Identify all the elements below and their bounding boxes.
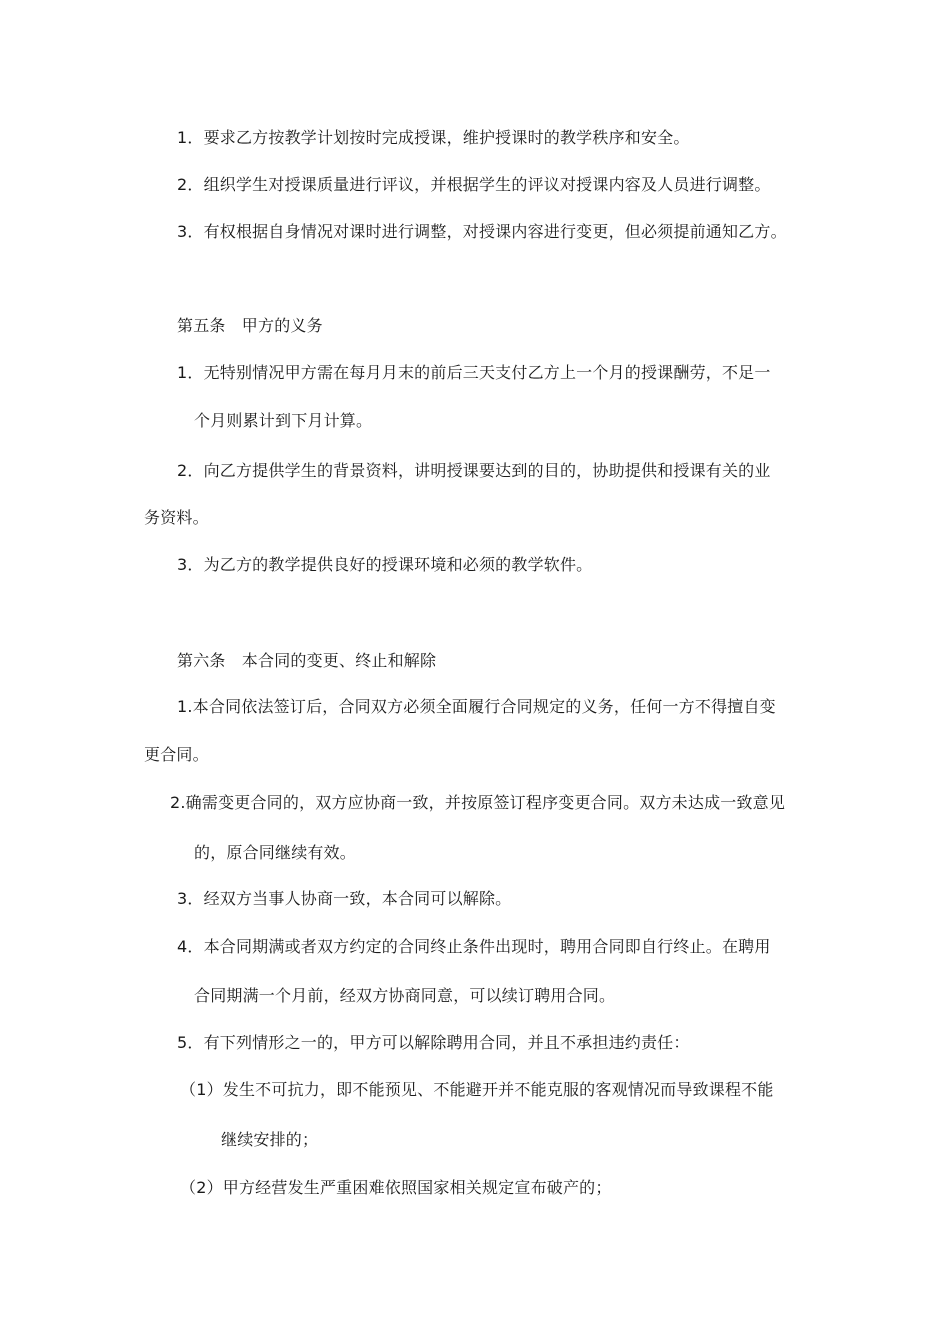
obligation-item-3: 3．有权根据自身情况对课时进行调整，对授课内容进行变更，但必须提前通知乙方。: [177, 222, 787, 241]
article-6-item-5-sub-1: （1）发生不可抗力，即不能预见、不能避开并不能克服的客观情况而导致课程不能: [180, 1080, 774, 1099]
article-6-item-1: 1.本合同依法签订后，合同双方必须全面履行合同规定的义务，任何一方不得擅自变: [177, 697, 776, 716]
section-heading-article-6: 第六条 本合同的变更、终止和解除: [177, 651, 437, 670]
article-5-item-3: 3．为乙方的教学提供良好的授课环境和必须的教学软件。: [177, 555, 593, 574]
article-5-item-2-cont: 务资料。: [144, 508, 209, 527]
article-6-item-5: 5．有下列情形之一的，甲方可以解除聘用合同，并且不承担违约责任：: [177, 1033, 690, 1052]
obligation-item-2: 2．组织学生对授课质量进行评议，并根据学生的评议对授课内容及人员进行调整。: [177, 175, 771, 194]
article-6-item-4-cont: 合同期满一个月前，经双方协商同意，可以续订聘用合同。: [194, 986, 616, 1005]
article-5-item-2: 2．向乙方提供学生的背景资料，讲明授课要达到的目的，协助提供和授课有关的业: [177, 461, 771, 480]
article-5-item-1: 1．无特别情况甲方需在每月月末的前后三天支付乙方上一个月的授课酬劳，不足一: [177, 363, 771, 382]
obligation-item-1: 1．要求乙方按教学计划按时完成授课，维护授课时的教学秩序和安全。: [177, 128, 690, 147]
article-6-item-5-sub-2: （2）甲方经营发生严重困难依照国家相关规定宣布破产的；: [180, 1178, 612, 1197]
article-6-item-1-cont: 更合同。: [144, 745, 209, 764]
section-heading-article-5: 第五条 甲方的义务: [177, 316, 323, 335]
article-6-item-3: 3．经双方当事人协商一致，本合同可以解除。: [177, 889, 512, 908]
article-6-item-2: 2.确需变更合同的，双方应协商一致，并按原签订程序变更合同。双方未达成一致意见: [170, 793, 786, 812]
article-6-item-5-sub-1-cont: 继续安排的；: [221, 1130, 319, 1149]
article-6-item-2-cont: 的，原合同继续有效。: [194, 843, 357, 862]
article-6-item-4: 4．本合同期满或者双方约定的合同终止条件出现时，聘用合同即自行终止。在聘用: [177, 937, 771, 956]
article-5-item-1-cont: 个月则累计到下月计算。: [194, 411, 373, 430]
